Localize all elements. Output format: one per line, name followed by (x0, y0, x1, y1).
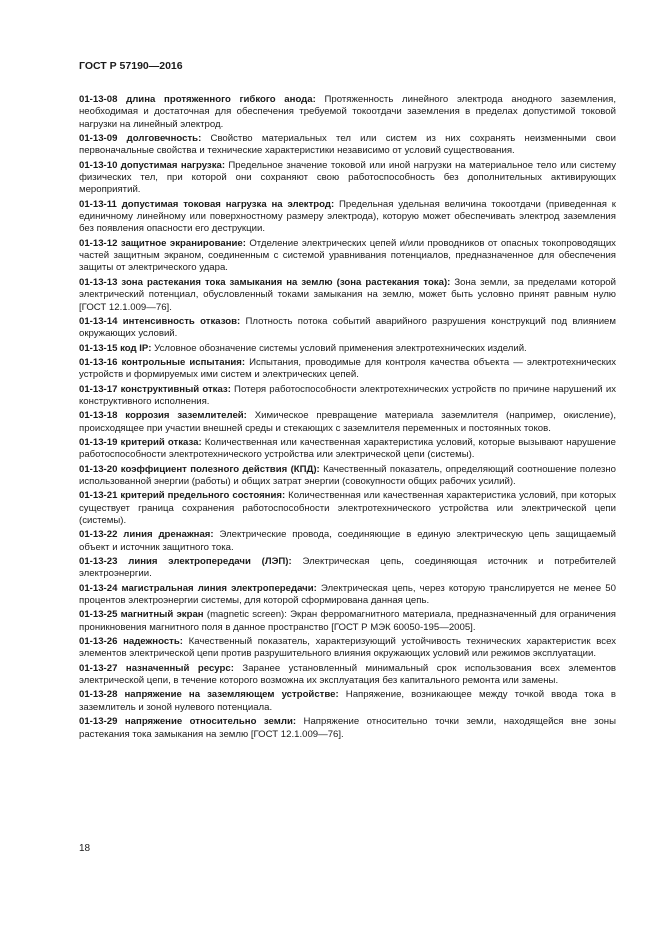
term-entry (79, 357, 616, 382)
term-heading (79, 410, 247, 421)
term-definition: Количественная или качественная характеристика условий, при которых существует граница сохранения работоспособности электротехнического устройства или электрической цепи (системы). (79, 490, 616, 526)
term-entry (79, 490, 616, 527)
term-definition: Качественный показатель, характеризующий устойчивость технических характеристик всех элементов электрической цепи против разрушительного влияния окружающих условий или режимов эксплуатации. (79, 636, 616, 660)
term-code: 01-13-28 (79, 689, 118, 701)
term-entry (79, 636, 616, 661)
term-definition: Электрические провода, соединяющие в единую электрическую цепь защищаемый объект и источник защитного тока. (79, 529, 616, 553)
term-title: код IP: (120, 342, 152, 354)
term-definition: Потеря работоспособности электротехнических устройств по причине нарушений их конструктивного исполнения. (79, 383, 616, 407)
document-header: ГОСТ Р 57190—2016 (79, 60, 183, 72)
term-entry (79, 238, 616, 275)
term-heading (79, 277, 450, 288)
term-definition: Плотность потока событий аварийного разрушения конструкций под влиянием окружающих условий. (79, 315, 616, 340)
term-heading (79, 529, 214, 540)
term-title: напряжение на заземляющем устройстве: (124, 689, 339, 701)
term-definition: Количественная или качественная характеристика условий, которые вызывают нарушение работоспособности электротехнического устройства или электрической цепи (системы). (79, 436, 616, 461)
term-entry (79, 384, 616, 409)
term-code: 01-13-20 (79, 463, 118, 475)
term-code: 01-13-10 (79, 159, 118, 171)
term-heading (79, 238, 246, 249)
term-title: долговечность: (126, 133, 202, 145)
term-heading (79, 583, 317, 594)
term-title: надежность: (123, 636, 183, 648)
term-entry (79, 556, 616, 581)
term-entry (79, 277, 616, 314)
term-definition: Испытания, проводимые для контроля качества объекта — электротехнических устройств и формируемых ими систем и электрических цепей. (79, 356, 617, 381)
term-code: 01-13-15 (79, 342, 118, 354)
term-code: 01-13-14 (79, 315, 118, 327)
term-title: линия дренажная: (123, 529, 214, 541)
term-heading (79, 384, 231, 395)
term-title: длина протяженного гибкого анода: (126, 94, 316, 105)
term-entry (79, 437, 616, 462)
term-definition: (magnetic screen): Экран ферромагнитного материала, предназначенный для ограничения проникновения магнитного поля в данное пространство [ГОСТ Р МЭК 60050-195—2005]. (79, 609, 616, 633)
term-heading (79, 160, 225, 171)
terms-list (79, 94, 616, 743)
term-title: зона растекания тока замыкания на землю (зона растекания тока): (121, 276, 451, 288)
term-entry (79, 609, 616, 634)
term-definition: Химическое превращение материала заземлителя (например, окисление), происходящее при участии внешней среды и стекающих с заземлителя переменных и постоянных токов. (79, 410, 616, 434)
term-code: 01-13-19 (79, 436, 118, 448)
term-definition: Предельное значение токовой или иной нагрузки на материальное тело или систему физических тел, при которой они сохраняют свою работоспособность без дополнительных активирующих мероприятий. (79, 159, 616, 196)
term-definition: Напряжение, возникающее между точкой ввода тока в заземлитель и зоной нулевого потенциала. (79, 689, 616, 713)
term-title: магнитный экран (120, 609, 204, 621)
term-entry (79, 343, 616, 355)
term-code: 01-13-25 (79, 609, 118, 621)
term-code: 01-13-17 (79, 383, 118, 395)
term-entry (79, 689, 616, 714)
term-heading (79, 689, 339, 700)
term-heading (79, 437, 202, 448)
term-entry (79, 663, 616, 688)
term-title: коэффициент полезного действия (КПД): (120, 463, 320, 475)
term-heading (79, 133, 201, 144)
term-heading (79, 343, 152, 354)
term-title: напряжение относительно земли: (124, 716, 297, 728)
term-definition: Качественный показатель, определяющий соотношение полезно использованной энергии (работы) и общих затрат энергии (совокупности общих рабочих усилий). (79, 463, 617, 487)
term-heading (79, 490, 285, 501)
term-title: защитное экранирование: (120, 237, 246, 249)
term-definition: Электрическая цепь, через которую транслируется не менее 50 процентов электроэнергии системы, для которой сформирована данная цепь. (79, 582, 616, 607)
term-code: 01-13-16 (79, 356, 118, 368)
term-title: допустимая нагрузка: (120, 159, 226, 171)
term-title: критерий предельного состояния: (120, 490, 286, 502)
term-heading (79, 556, 292, 567)
term-entry (79, 94, 616, 131)
term-definition: Напряжение относительно точки земли, находящейся вне зоны растекания тока замыкания на землю [ГОСТ 12.1.009—76]. (79, 716, 616, 740)
term-heading (79, 464, 320, 475)
term-entry (79, 529, 616, 554)
term-heading (79, 609, 204, 620)
term-code: 01-13-26 (79, 636, 118, 648)
term-code: 01-13-27 (79, 662, 118, 674)
term-title: интенсивность отказов: (122, 315, 241, 327)
term-definition: Условное обозначение системы условий применения электротехнических изделий. (151, 342, 527, 354)
term-definition: Зона земли, за пределами которой электрический потенциал, обусловленный токами замыкания на землю, может быть условно принят равным нулю [ГОСТ 12.1.009—76]. (79, 276, 616, 313)
term-title: линия электропередачи (ЛЭП): (128, 556, 292, 568)
term-title: конструктивный отказ: (120, 383, 231, 395)
term-code: 01-13-11 (79, 198, 117, 210)
term-entry (79, 199, 616, 236)
term-code: 01-13-29 (79, 716, 118, 728)
term-definition: Электрическая цепь, соединяющая источник и потребителей электроэнергии. (79, 556, 616, 580)
term-code: 01-13-18 (79, 410, 118, 422)
term-entry (79, 133, 616, 158)
term-entry (79, 583, 616, 608)
term-code: 01-13-13 (79, 276, 118, 288)
page-number: 18 (79, 843, 91, 854)
term-code: 01-13-12 (79, 237, 118, 249)
term-entry (79, 716, 616, 741)
term-entry (79, 160, 616, 197)
term-title: коррозия заземлителей: (125, 410, 247, 422)
term-title: магистральная линия электропередачи: (121, 582, 317, 594)
term-definition: Отделение электрических цепей и/или проводников от опасных токопроводящих частей защитным экраном, соединенным с системой уравнивания потенциалов, предназначенное для обеспечения защиты от электрического удара. (79, 237, 616, 274)
term-entry (79, 464, 616, 489)
term-title: назначенный ресурс: (125, 662, 234, 674)
term-title: критерий отказа: (120, 436, 202, 448)
term-code: 01-13-24 (79, 582, 118, 594)
term-title: контрольные испытания: (121, 356, 246, 368)
term-heading (79, 94, 316, 105)
term-heading (79, 716, 296, 727)
term-definition: Предельная удельная величина токоотдачи (приведенная к единичному линейному или поверхностному размеру электрода), которую может обеспечивать электрод заземления без появления опасности его деструкции. (79, 198, 617, 235)
term-code: 01-13-21 (79, 490, 118, 502)
term-heading (79, 663, 234, 674)
term-title: допустимая токовая нагрузка на электрод: (121, 198, 335, 210)
term-heading (79, 199, 334, 210)
term-definition: Свойство материальных тел или систем из них сохранять неизменными свои первоначальные свойства и технические характеристики независимо от условий существования. (79, 133, 616, 157)
term-entry (79, 410, 616, 435)
term-code: 01-13-23 (79, 556, 118, 568)
term-heading (79, 316, 240, 327)
term-code: 01-13-09 (79, 133, 118, 145)
term-heading (79, 357, 245, 368)
term-code: 01-13-22 (79, 529, 118, 541)
term-definition: Протяженность линейного электрода анодного заземления, необходимая и достаточная для обеспечения требуемой токоотдачи заземления в пределах допустимой токовой нагрузки на линейный электрод. (79, 94, 616, 130)
term-code: 01-13-08 (79, 94, 118, 105)
term-entry (79, 316, 616, 341)
term-definition: Заранее установленный минимальный срок использования всех элементов электрической цепи, в течение которого возможна их эксплуатация без капитального ремонта или замены. (79, 662, 617, 687)
term-heading (79, 636, 183, 647)
